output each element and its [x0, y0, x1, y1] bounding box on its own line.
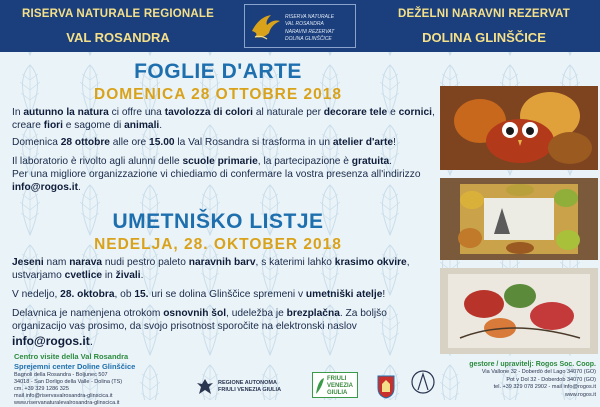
logo-text-1: RISERVA NATURALE: [285, 14, 335, 20]
header-bar: [0, 0, 600, 52]
leaf-owl-photo: [440, 86, 598, 170]
eagle-icon: [196, 377, 214, 397]
italian-email-link[interactable]: info@rogos.it: [12, 181, 78, 193]
visitor-center-phone: cm. +39 329 1286 325: [14, 385, 69, 392]
header-left-line2: VAL ROSANDRA: [66, 29, 170, 45]
region-text: [218, 380, 281, 394]
slovene-paragraph-1: Jeseni nam narava nudi pestro paleto naravnih barv, s katerimi lahko krasimo okvire, ustvarjamo cvetlice in živali.: [12, 257, 410, 281]
logo-text-4: DOLINA GLINŠČICE: [285, 35, 332, 42]
leaf-frame-photo: [440, 178, 598, 260]
italian-paragraph-3: Il laboratorio è rivolto agli alunni delle scuole primarie, la partecipazione è gratuita. Per una migliore organizzazione vi chiediamo di confermare la vostra presenza all'indirizzo info@rogos.it.: [12, 156, 421, 193]
visitor-center-info: [14, 352, 204, 407]
visitor-center-title-it: Centro visite della Val Rosandra: [14, 352, 129, 361]
manager-contact: tel. +39 329 078 2902 - mail info@rogos.it: [493, 384, 596, 391]
header-right: [374, 7, 594, 46]
region-line1: REGIONE AUTONOMA: [218, 380, 277, 386]
fvg-line1: FRIULI: [327, 376, 347, 382]
logo-text-3: NARAVNI REZERVAT: [285, 28, 335, 35]
visitor-center-address: Bagnoli della Rosandra - Boljunec 507: [14, 371, 108, 378]
rogos-logo-icon: [408, 368, 438, 398]
bird-logo-icon: [249, 9, 283, 45]
manager-title: gestore / upravitelj: Rogos Soc. Coop.: [469, 361, 596, 368]
visitor-center-website[interactable]: www.riservanaturalevalrosandra-glinscica.it: [14, 400, 120, 407]
fvg-line2: VENEZIA: [327, 383, 354, 390]
fvg-line3: GIULIA: [327, 390, 348, 397]
italian-paragraph-1: In autunno la natura ci offre una tavolozza di colori al naturale per decorare tele e cornici, creare fiori e sagome di animali.: [12, 107, 435, 131]
slovene-title: UMETNIŠKO LISTJE: [112, 210, 324, 233]
visitor-center-title-sl: Sprejemni center Doline Glinščice: [14, 361, 136, 371]
header-left-line1: RISERVA NATURALE REGIONALE: [22, 8, 214, 20]
reserve-logo: [244, 4, 356, 48]
logo-text: [285, 14, 334, 43]
italian-paragraph-2: Domenica 28 ottobre alle ore 15.00 la Val Rosandra si trasforma in un atelier d'arte!: [12, 137, 396, 148]
visitor-center-city: 34018 - San Dorligo della Valle - Dolina (TS): [14, 378, 123, 385]
slovene-paragraph-3: Delavnica je namenjena otrokom osnovnih šol, udeležba je brezplačna. Za boljšo organizacijo vas prosimo, da svojo prisotnost sporočite na elektronski naslov info@rogos.it.: [12, 308, 387, 348]
logo-text-2: VAL ROSANDRA: [285, 21, 324, 28]
municipal-crest-icon: [372, 372, 400, 400]
manager-address-it: Via Vallone 32 - Doberdò del Lago 34070 (GO): [481, 369, 596, 376]
fvg-leaf-icon: [314, 376, 326, 396]
header-right-line2: DOLINA GLINŠČICE: [422, 29, 546, 45]
visitor-center-mail[interactable]: mail info@riservavalrosandra-glinscica.it: [14, 392, 113, 399]
manager-website[interactable]: www.rogos.it: [564, 391, 596, 398]
fvg-text: [327, 376, 353, 398]
header-right-line1: DEŽELNI NARAVNI REZERVAT: [398, 8, 570, 20]
italian-date: DOMENICA 28 OTTOBRE 2018: [94, 86, 342, 103]
slovene-paragraph-2: V nedeljo, 28. oktobra, ob 15. uri se dolina Glinščice spremeni v umetniški atelje!: [12, 289, 386, 300]
manager-address-sl: Pot v Dol 32 - Doberdob 34070 (GO): [506, 376, 596, 383]
leaf-collage-photo: [440, 268, 598, 354]
region-logo: [196, 376, 304, 398]
italian-title: FOGLIE D'ARTE: [134, 60, 302, 83]
header-left: [8, 7, 228, 46]
manager-info: [438, 360, 596, 399]
region-line2: FRIULI VENEZIA GIULIA: [218, 387, 282, 394]
slovene-date: NEDELJA, 28. OKTOBER 2018: [94, 236, 342, 253]
slovene-email-link[interactable]: info@rogos.it: [12, 333, 90, 348]
fvg-logo: [312, 372, 358, 398]
